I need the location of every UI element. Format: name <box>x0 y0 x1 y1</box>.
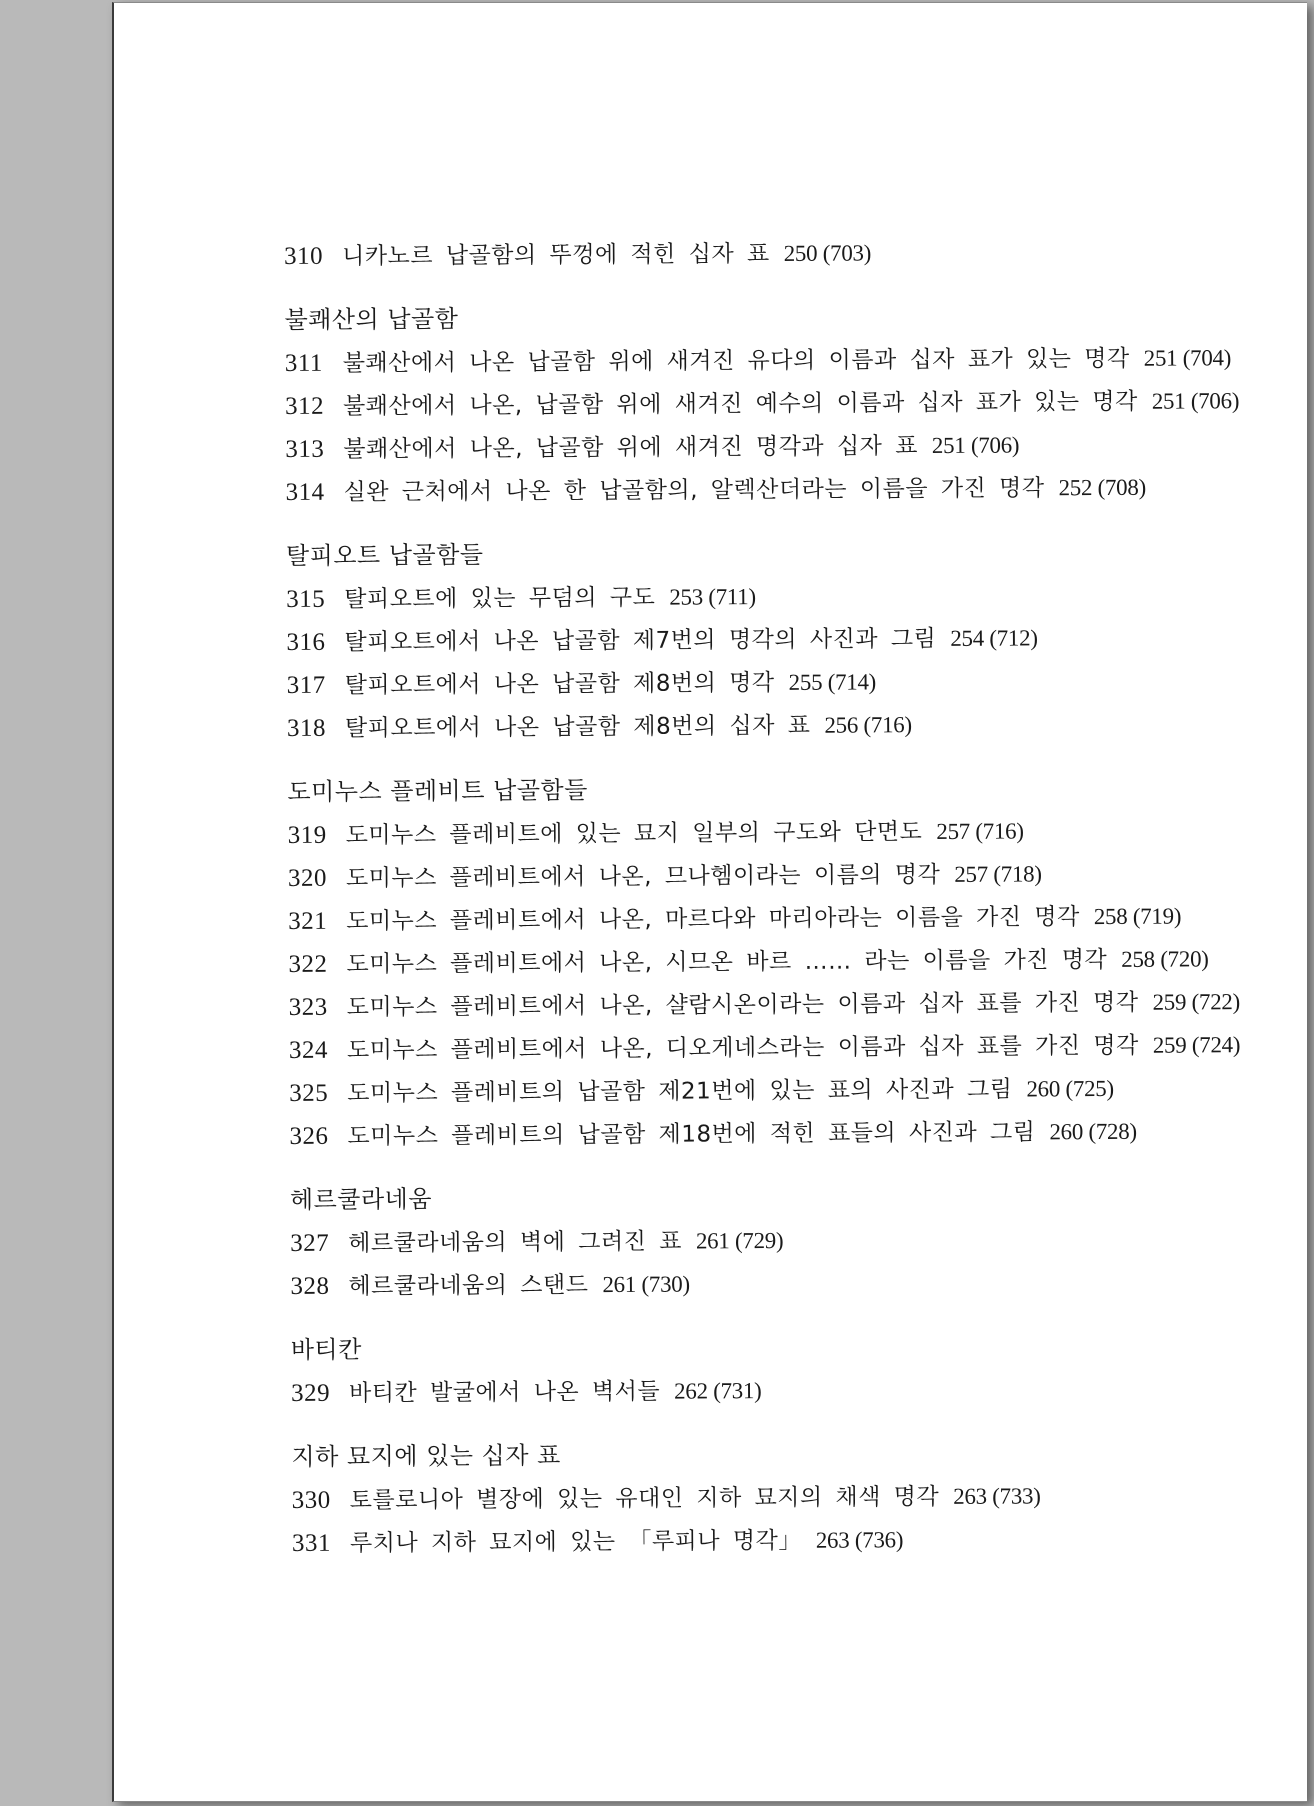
page-reference: 259 (722) <box>1152 989 1240 1015</box>
figure-title: 헤르쿨라네움의 스탠드 <box>348 1272 589 1300</box>
page-reference: 263 (736) <box>815 1527 904 1553</box>
figure-title: 탈피오트에 있는 무덤의 구도 <box>344 584 656 613</box>
figure-number: 320 <box>287 864 328 892</box>
figure-number: 325 <box>289 1079 329 1107</box>
figure-number: 331 <box>291 1529 332 1557</box>
figure-entry <box>286 615 1296 664</box>
figure-number: 316 <box>286 628 326 656</box>
page-reference: 259 (724) <box>1152 1032 1241 1058</box>
figure-number: 315 <box>286 585 326 613</box>
page-reference: 260 (728) <box>1049 1118 1137 1145</box>
figure-title: 도미누스 플레비트의 납골함 제21번에 있는 표의 사진과 그림 <box>347 1076 1013 1107</box>
figure-title: 실완 근처에서 나온 한 납골함의, 알렉산더라는 이름을 가진 명각 <box>343 475 1045 506</box>
figure-number: 317 <box>286 671 326 699</box>
page-reference: 258 (720) <box>1121 946 1209 972</box>
page-reference: 253 (711) <box>669 584 756 610</box>
page-reference: 257 (718) <box>954 861 1042 887</box>
figure-number: 329 <box>290 1379 331 1407</box>
figure-title: 헤르쿨라네움의 벽에 그려진 표 <box>348 1228 683 1257</box>
section-heading: 바티칸 <box>290 1335 362 1364</box>
figure-entry <box>289 980 1299 1029</box>
figure-title: 바티칸 발굴에서 나온 벽서들 <box>348 1378 661 1407</box>
figure-title: 도미누스 플레비트에서 나온, 디오게네스라는 이름과 십자 표를 가진 명각 <box>346 1032 1139 1064</box>
figure-number: 330 <box>291 1486 331 1514</box>
page-reference: 255 (714) <box>788 669 877 695</box>
figure-entry <box>288 894 1298 943</box>
figure-entry <box>289 1066 1299 1115</box>
figure-entry <box>290 1216 1300 1265</box>
figure-entry <box>290 1259 1300 1308</box>
section-heading: 헤르쿨라네움 <box>289 1185 433 1214</box>
figure-number: 310 <box>284 242 324 270</box>
figure-title: 불쾌산에서 나온 납골함 위에 새겨진 유다의 이름과 십자 표가 있는 명각 <box>342 345 1130 377</box>
figure-number: 322 <box>288 950 328 978</box>
figure-entry <box>292 1473 1302 1522</box>
figure-title: 토를로니아 별장에 있는 유대인 지하 묘지의 채색 명각 <box>349 1484 940 1514</box>
page-reference: 251 (706) <box>1151 388 1240 414</box>
figure-title: 탈피오트에서 나온 납골함 제7번의 명각의 사진과 그림 <box>344 626 937 656</box>
section-heading: 불쾌산의 납골함 <box>284 304 459 334</box>
figure-section <box>291 1323 1302 1415</box>
page-reference: 263 (733) <box>953 1483 1041 1509</box>
page-reference: 254 (712) <box>950 625 1038 651</box>
figure-title: 도미누스 플레비트에서 나온, 시므온 바르 …… 라는 이름을 가진 명각 <box>346 946 1108 978</box>
figure-entry <box>286 572 1296 621</box>
figure-number: 323 <box>288 993 328 1021</box>
section-heading: 탈피오트 납골함들 <box>285 540 484 570</box>
page-reference: 262 (731) <box>674 1378 762 1404</box>
figure-entry <box>285 422 1295 471</box>
figure-entry <box>285 336 1295 385</box>
figure-title: 루치나 지하 묘지에 있는 「루피나 명각」 <box>349 1527 802 1557</box>
figure-number: 319 <box>287 821 327 849</box>
figure-number: 318 <box>286 714 327 742</box>
figure-number: 321 <box>288 907 328 935</box>
figure-section <box>284 293 1295 514</box>
figure-number: 312 <box>284 392 325 420</box>
section-heading: 지하 묘지에 있는 십자 표 <box>291 1441 561 1471</box>
figure-number: 311 <box>284 349 323 377</box>
figure-section <box>287 765 1299 1158</box>
figure-entry <box>291 1366 1301 1415</box>
figure-entry <box>292 1516 1302 1565</box>
figure-title: 불쾌산에서 나온, 납골함 위에 새겨진 명각과 십자 표 <box>343 433 918 463</box>
figure-section <box>291 1430 1302 1565</box>
figure-number: 314 <box>285 478 325 506</box>
page-reference: 252 (708) <box>1058 474 1146 501</box>
figure-title: 탈피오트에서 나온 납골함 제8번의 명각 <box>344 670 775 699</box>
figure-number: 313 <box>285 435 325 463</box>
figure-entry <box>288 937 1298 986</box>
figure-number: 327 <box>290 1229 330 1257</box>
page-reference: 261 (730) <box>602 1271 690 1298</box>
figure-entry <box>288 851 1298 900</box>
figure-list <box>284 229 1302 1565</box>
page-reference: 258 (719) <box>1093 903 1182 930</box>
figure-title: 불쾌산에서 나온, 납골함 위에 새겨진 예수의 이름과 십자 표가 있는 명각 <box>342 388 1138 420</box>
figure-entry <box>288 808 1298 857</box>
figure-entry <box>284 229 1294 278</box>
page-reference: 256 (716) <box>824 712 912 738</box>
figure-section <box>286 529 1297 750</box>
figure-title: 도미누스 플레비트에 있는 묘지 일부의 구도와 단면도 <box>345 819 923 849</box>
figure-title: 도미누스 플레비트에서 나온, 므나헴이라는 이름의 명각 <box>345 862 941 892</box>
figure-section <box>290 1173 1301 1308</box>
figure-title: 도미누스 플레비트의 납골함 제18번에 적힌 표들의 사진과 그림 <box>347 1119 1036 1150</box>
page-reference: 251 (704) <box>1143 345 1232 371</box>
book-page <box>112 2 1307 1802</box>
page-reference: 261 (729) <box>695 1227 784 1254</box>
page-reference: 250 (703) <box>783 240 872 266</box>
figure-title: 탈피오트에서 나온 납골함 제8번의 십자 표 <box>344 712 811 742</box>
figure-entry <box>285 465 1295 514</box>
section-heading: 도미누스 플레비트 납골함들 <box>287 776 588 806</box>
figure-number: 326 <box>289 1122 329 1150</box>
figure-entry <box>289 1109 1299 1158</box>
page-reference: 251 (706) <box>931 432 1020 459</box>
page-reference: 257 (716) <box>936 818 1024 845</box>
figure-title: 니카노르 납골함의 뚜껑에 적힌 십자 표 <box>342 241 770 270</box>
figure-entry <box>289 1023 1299 1072</box>
figure-entry <box>285 379 1295 428</box>
page-reference: 260 (725) <box>1026 1075 1114 1102</box>
figure-title: 도미누스 플레비트에서 나온, 샬람시온이라는 이름과 십자 표를 가진 명각 <box>346 989 1139 1021</box>
figure-entry <box>287 701 1297 750</box>
figure-entry <box>287 658 1297 707</box>
figure-number: 328 <box>290 1272 330 1300</box>
figure-title: 도미누스 플레비트에서 나온, 마르다와 마리아라는 이름을 가진 명각 <box>346 904 1080 935</box>
figure-section <box>284 229 1294 278</box>
figure-number: 324 <box>288 1036 329 1064</box>
